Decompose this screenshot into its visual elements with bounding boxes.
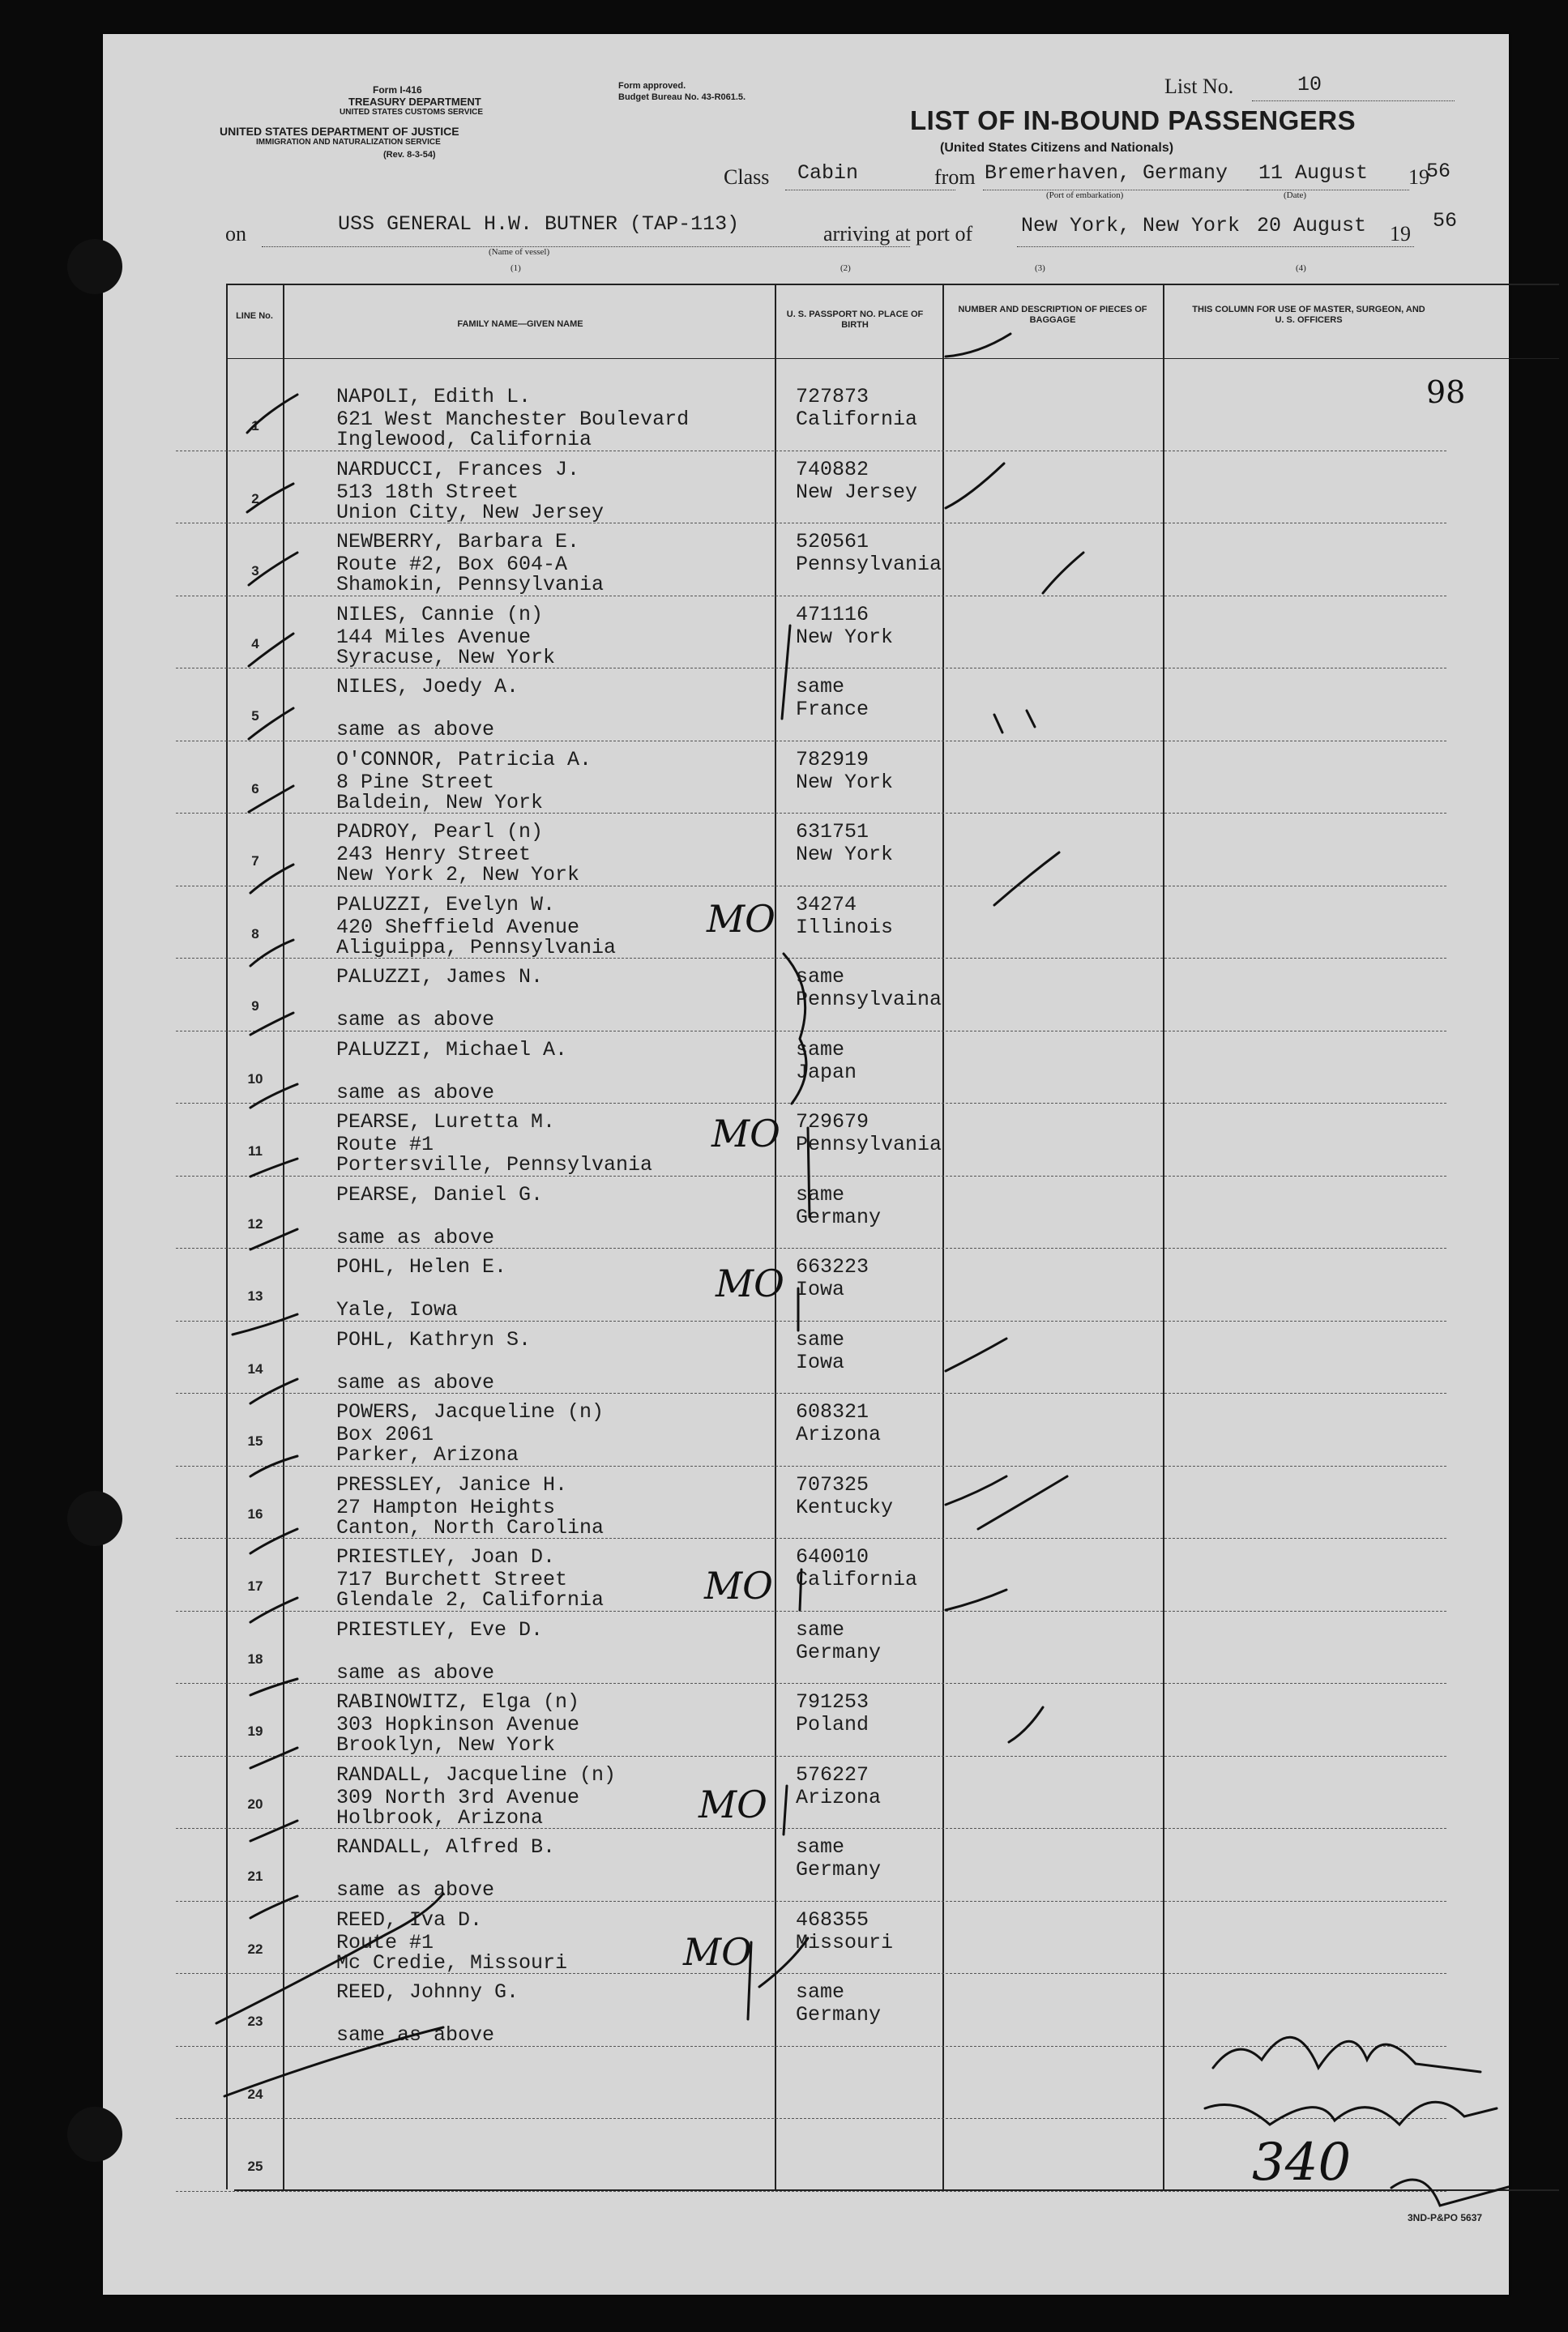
dept-ins: IMMIGRATION AND NATURALIZATION SERVICE (256, 138, 441, 147)
header-line-no: LINE No. (236, 311, 273, 321)
embarkation-caption: (Port of embarkation) (1046, 190, 1124, 200)
passport-number: same (796, 675, 845, 698)
passenger-address-city: Mc Credie, Missouri (336, 1950, 568, 1975)
line-number: 15 (247, 1433, 263, 1449)
passport-number: same (796, 1327, 845, 1352)
col-border-line (226, 284, 228, 2189)
total-count: 340 (1252, 2133, 1352, 2193)
passport-number: 729679 (796, 1110, 869, 1134)
row-divider (176, 1393, 1446, 1394)
passport-number: 608321 (796, 1400, 869, 1424)
line-number: 5 (251, 708, 259, 724)
passenger-address-city: Holbrook, Arizona (336, 1805, 544, 1830)
col-num-1: (1) (511, 263, 521, 273)
passenger-address-city: Brooklyn, New York (336, 1733, 556, 1757)
handwritten-marks (103, 34, 1509, 2295)
row-divider (176, 958, 1446, 959)
initials-mark-1: MO (707, 897, 775, 941)
passport-number: 663223 (796, 1255, 869, 1279)
line-number: 18 (247, 1651, 263, 1667)
passenger-address: Route #1 (336, 1133, 434, 1156)
passenger-address-city: same as above (336, 2023, 495, 2047)
line-number: 11 (248, 1143, 263, 1159)
punch-hole (67, 1491, 122, 1546)
passport-number: 631751 (796, 820, 869, 844)
class-label: Class (724, 165, 770, 189)
line-number: 1 (251, 418, 259, 434)
row-divider (176, 1466, 1446, 1467)
passport-number: same (796, 1980, 845, 2004)
line-number: 4 (251, 635, 259, 651)
place-of-birth: Germany (796, 1640, 882, 1664)
budget-bureau-no: Budget Bureau No. 43-R061.5. (618, 92, 746, 102)
row-divider (176, 813, 1446, 814)
passenger-name: POHL, Helen E. (336, 1255, 507, 1279)
passenger-address-city: same as above (336, 718, 495, 741)
list-no-underline (1252, 100, 1455, 101)
header-baggage: NUMBER AND DESCRIPTION OF PIECES OF BAGGAGE (958, 305, 1147, 325)
passenger-address: Route #2, Box 604-A (336, 553, 568, 576)
place-of-birth: New Jersey (796, 480, 918, 504)
place-of-birth: France (796, 698, 869, 721)
place-of-birth: Germany (796, 1858, 882, 1881)
passenger-address-city: same as above (336, 1370, 495, 1395)
passenger-address-city: Glendale 2, California (336, 1588, 605, 1612)
passenger-address-city: Portersville, Pennsylvania (336, 1153, 653, 1177)
row-divider (176, 2046, 1446, 2047)
row-divider (176, 1901, 1446, 1902)
dept-justice: UNITED STATES DEPARTMENT OF JUSTICE (220, 125, 459, 138)
depart-year-prefix: 19 (1408, 165, 1429, 189)
place-of-birth: Kentucky (796, 1495, 894, 1519)
place-of-birth: Germany (796, 2003, 882, 2027)
from-label: from (934, 165, 976, 189)
line-number: 3 (251, 563, 259, 579)
passenger-name: REED, Johnny G. (336, 1980, 519, 2004)
line-number: 23 (247, 2014, 263, 2029)
list-subtitle: (United States Citizens and Nationals) (940, 141, 1174, 155)
passenger-name: RANDALL, Alfred B. (336, 1835, 556, 1859)
col-border-officers (1163, 284, 1164, 2189)
passenger-name: NAPOLI, Edith L. (336, 385, 532, 408)
place-of-birth: Iowa (796, 1278, 845, 1301)
passenger-address: 144 Miles Avenue (336, 625, 532, 649)
place-of-birth: Pennsylvania (796, 1133, 942, 1156)
punch-hole (67, 2107, 122, 2162)
initials-mark-3: MO (716, 1262, 784, 1305)
dept-treasury: TREASURY DEPARTMENT (348, 96, 481, 108)
row-divider (176, 1538, 1446, 1539)
passport-number: 782919 (796, 747, 869, 771)
dept-customs: UNITED STATES CUSTOMS SERVICE (340, 108, 484, 117)
list-no-label: List No. (1164, 75, 1234, 98)
initials-mark-4: MO (704, 1564, 773, 1608)
passenger-name: PRIESTLEY, Eve D. (336, 1617, 544, 1642)
passenger-name: NILES, Joedy A. (336, 675, 519, 698)
passenger-address-city: Syracuse, New York (336, 645, 556, 669)
form-revision: (Rev. 8-3-54) (383, 150, 436, 160)
passenger-address-city: same as above (336, 1225, 495, 1249)
passport-number: 640010 (796, 1545, 869, 1569)
col-num-4: (4) (1296, 263, 1306, 273)
col-border-baggage (942, 284, 944, 2189)
passenger-name: NARDUCCI, Frances J. (336, 457, 580, 481)
passenger-address-city: Aliguippa, Pennsylvania (336, 935, 617, 959)
passenger-address: 309 North 3rd Avenue (336, 1785, 580, 1809)
passenger-address: 27 Hampton Heights (336, 1495, 556, 1519)
passenger-name: PRESSLEY, Janice H. (336, 1472, 568, 1497)
passenger-address-city: Union City, New Jersey (336, 500, 605, 524)
passenger-name: PALUZZI, James N. (336, 965, 544, 989)
place-of-birth: Arizona (796, 1423, 882, 1446)
passenger-name: O'CONNOR, Patricia A. (336, 747, 592, 771)
embarkation-port: Bremerhaven, Germany (985, 161, 1228, 185)
passenger-address-city: same as above (336, 1878, 495, 1902)
col-border-name (283, 284, 284, 2189)
passenger-address-city: same as above (336, 1660, 495, 1685)
passenger-address: 513 18th Street (336, 480, 519, 504)
place-of-birth: New York (796, 843, 894, 866)
place-of-birth: New York (796, 625, 894, 649)
arrival-port: New York, New York (1021, 214, 1241, 237)
punch-hole (67, 239, 122, 294)
passenger-address-city: Yale, Iowa (336, 1298, 459, 1322)
line-number: 13 (247, 1288, 263, 1304)
line-number: 21 (247, 1869, 263, 1884)
line-number: 10 (247, 1070, 263, 1087)
passenger-name: PEARSE, Luretta M. (336, 1110, 556, 1134)
place-of-birth: Iowa (796, 1350, 845, 1374)
row-divider (176, 1321, 1446, 1322)
arrival-year-prefix: 19 (1390, 222, 1411, 246)
departure-date: 11 August (1258, 161, 1369, 185)
passenger-name: PADROY, Pearl (n) (336, 820, 544, 844)
list-no-value: 10 (1297, 73, 1322, 96)
vessel-name: USS GENERAL H.W. BUTNER (TAP-113) (338, 212, 740, 236)
passenger-address: 717 Burchett Street (336, 1568, 568, 1591)
line-number: 24 (247, 2086, 263, 2102)
line-number: 19 (247, 1723, 263, 1739)
passenger-address-city: Parker, Arizona (336, 1443, 519, 1467)
line-number: 9 (251, 998, 259, 1014)
passenger-address-city: New York 2, New York (336, 863, 580, 886)
line-number: 25 (247, 2159, 263, 2174)
place-of-birth: Arizona (796, 1785, 882, 1809)
line-number: 20 (247, 1796, 263, 1812)
line-number: 22 (247, 1941, 263, 1957)
passport-number: 576227 (796, 1762, 869, 1787)
departure-year: 56 (1426, 160, 1451, 183)
passenger-name: PRIESTLEY, Joan D. (336, 1545, 556, 1569)
passenger-name: RANDALL, Jacqueline (n) (336, 1762, 617, 1787)
place-of-birth: Missouri (796, 1930, 894, 1954)
place-of-birth: California (796, 408, 918, 431)
passport-number: 471116 (796, 602, 869, 626)
passport-number: same (796, 965, 845, 989)
passenger-address-city: Baldein, New York (336, 790, 544, 814)
line-number: 14 (247, 1360, 263, 1377)
place-of-birth: Pennsylvaina (796, 988, 942, 1011)
passenger-name: NEWBERRY, Barbara E. (336, 530, 580, 553)
col-num-3: (3) (1035, 263, 1045, 273)
passenger-name: NILES, Cannie (n) (336, 602, 544, 626)
row-divider (176, 1176, 1446, 1177)
passenger-name: POWERS, Jacqueline (n) (336, 1400, 605, 1424)
table-header-border (226, 358, 1559, 359)
row-divider (176, 2118, 1446, 2119)
line-number: 7 (251, 853, 259, 869)
passport-number: same (796, 1182, 845, 1207)
passport-number: 34274 (796, 892, 857, 916)
passenger-address: 420 Sheffield Avenue (336, 915, 580, 939)
line-number: 12 (247, 1215, 263, 1232)
passport-number: 520561 (796, 530, 869, 553)
form-id: Form I-416 (373, 84, 422, 96)
passenger-address: Box 2061 (336, 1423, 434, 1446)
passenger-address: Route #1 (336, 1930, 434, 1954)
passenger-address: 621 West Manchester Boulevard (336, 408, 690, 431)
passport-number: 727873 (796, 385, 869, 408)
arrival-year: 56 (1433, 209, 1458, 233)
passenger-address-city: Inglewood, California (336, 428, 592, 451)
vessel-caption: (Name of vessel) (489, 247, 550, 257)
place-of-birth: Poland (796, 1713, 869, 1736)
class-value: Cabin (797, 161, 859, 185)
line-number: 2 (251, 490, 259, 506)
line-number: 16 (247, 1506, 263, 1522)
place-of-birth: Germany (796, 1205, 882, 1229)
passenger-address: 243 Henry Street (336, 843, 532, 866)
table-top-border (226, 284, 1559, 285)
passenger-name: RABINOWITZ, Elga (n) (336, 1690, 580, 1714)
passport-number: 707325 (796, 1472, 869, 1497)
passenger-address-city: Shamokin, Pennsylvania (336, 573, 605, 596)
place-of-birth: Pennsylvania (796, 553, 942, 576)
passenger-address: 8 Pine Street (336, 770, 495, 794)
arriving-label: arriving at port of (823, 222, 973, 246)
row-divider (176, 1973, 1446, 1974)
passenger-name: POHL, Kathryn S. (336, 1327, 532, 1352)
col-num-2: (2) (840, 263, 851, 273)
form-approved: Form approved. (618, 81, 686, 91)
passenger-name: PALUZZI, Evelyn W. (336, 892, 556, 916)
header-passport: U. S. PASSPORT NO. PLACE OF BIRTH (786, 310, 924, 330)
passenger-address: 303 Hopkinson Avenue (336, 1713, 580, 1736)
row-divider (176, 1828, 1446, 1829)
arrival-underline (1017, 246, 1414, 247)
row-divider (176, 1683, 1446, 1684)
passport-number: 740882 (796, 457, 869, 481)
row-divider (176, 1611, 1446, 1612)
place-of-birth: New York (796, 770, 894, 794)
passenger-address-city: same as above (336, 1080, 495, 1104)
line-number: 8 (251, 925, 259, 942)
passenger-name: PEARSE, Daniel G. (336, 1182, 544, 1207)
passenger-address-city: same as above (336, 1008, 495, 1031)
row-divider (176, 1103, 1446, 1104)
place-of-birth: Japan (796, 1060, 857, 1084)
passenger-list-page (103, 34, 1509, 2295)
place-of-birth: California (796, 1568, 918, 1591)
passenger-name: REED, Iva D. (336, 1907, 483, 1932)
row-divider (176, 1756, 1446, 1757)
passport-number: 468355 (796, 1907, 869, 1932)
line-number: 17 (247, 1578, 263, 1594)
passport-number: same (796, 1617, 845, 1642)
list-title: LIST OF IN-BOUND PASSENGERS (910, 105, 1357, 135)
officer-count-note: 98 (1426, 374, 1466, 410)
passenger-address-city: Canton, North Carolina (336, 1515, 605, 1540)
header-family-name: FAMILY NAME—GIVEN NAME (457, 319, 583, 329)
initials-mark-5: MO (699, 1783, 767, 1826)
line-number: 6 (251, 780, 259, 797)
initials-mark-2: MO (711, 1112, 780, 1155)
date-caption: (Date) (1284, 190, 1307, 200)
vessel-underline (262, 246, 910, 247)
passport-number: same (796, 1835, 845, 1859)
header-officers: THIS COLUMN FOR USE OF MASTER, SURGEON, AND U. S. OFFICERS (1192, 305, 1425, 325)
initials-mark-6: MO (683, 1930, 752, 1974)
arrival-date: 20 August (1257, 214, 1367, 237)
passport-number: 791253 (796, 1690, 869, 1714)
passenger-name: PALUZZI, Michael A. (336, 1037, 568, 1061)
passport-number: same (796, 1037, 845, 1061)
place-of-birth: Illinois (796, 915, 894, 939)
col-border-passport (775, 284, 776, 2189)
form-print-code: 3ND-P&PO 5637 (1408, 2212, 1483, 2223)
row-divider (176, 1248, 1446, 1249)
on-label: on (225, 222, 246, 246)
